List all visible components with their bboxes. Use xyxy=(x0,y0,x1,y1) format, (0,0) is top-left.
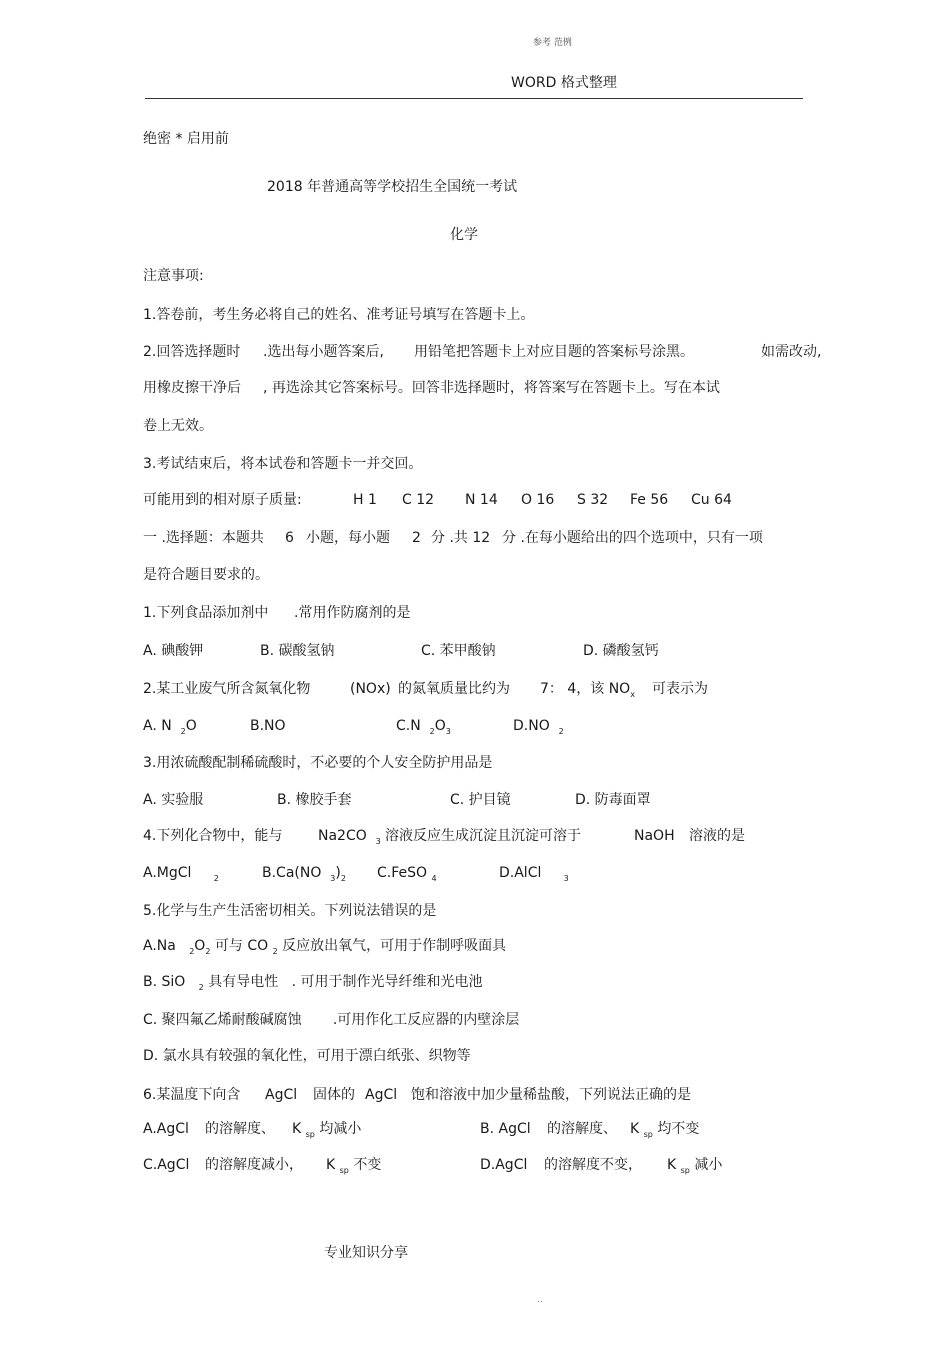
q6-option-c1: C.AgCl xyxy=(143,1157,190,1173)
header-title: WORD 格式整理 xyxy=(511,75,617,91)
notice-3: 3.考试结束后，将本试卷和答题卡一并交回。 xyxy=(143,456,423,472)
q2-option-d: D.NO $_2$ xyxy=(513,718,564,736)
exam-title: 2018 年普通高等学校招生全国统一考试 xyxy=(267,179,518,195)
section1-part4: 2 xyxy=(412,530,421,546)
q6-option-c2: 的溶解度减小， xyxy=(205,1157,303,1173)
notice-heading: 注意事项: xyxy=(143,268,204,284)
q4-stem-a: 4.下列化合物中，能与 xyxy=(143,828,283,844)
notice-2-part2: .选出每小题答案后, xyxy=(263,344,384,360)
q2-option-a: A. N $_2$O xyxy=(143,718,197,736)
q4-stem-e: 溶液的是 xyxy=(689,828,745,844)
q6-stem-a: 6.某温度下向含 xyxy=(143,1087,241,1103)
secret-label: 绝密 * 启用前 xyxy=(143,131,229,147)
q6-option-d3: K $_{sp}$ 减小 xyxy=(667,1157,723,1175)
atomic-mass-n: N 14 xyxy=(465,492,498,508)
section1-part3: 小题，每小题 xyxy=(306,530,390,546)
atomic-mass-h: H 1 xyxy=(353,492,377,508)
q2-option-b: B.NO xyxy=(250,718,286,734)
atomic-mass-s: S 32 xyxy=(577,492,609,508)
q6-option-a1: A.AgCl xyxy=(143,1121,189,1137)
q1-option-b: B. 碳酸氢钠 xyxy=(260,643,335,659)
q6-option-d2: 的溶解度不变， xyxy=(544,1157,642,1173)
q6-option-a2: 的溶解度、 xyxy=(205,1121,275,1137)
q6-option-c3: K $_{sp}$ 不变 xyxy=(326,1157,382,1175)
q3-option-b: B. 橡胶手套 xyxy=(277,792,352,808)
q2-stem-e: 可表示为 xyxy=(652,681,708,697)
atomic-mass-label: 可能用到的相对原子质量: xyxy=(143,492,302,508)
notice-2-part1: 2.回答选择题时 xyxy=(143,344,241,360)
section1-part2: 6 xyxy=(285,530,294,546)
q1-option-a: A. 碘酸钾 xyxy=(143,643,204,659)
section1-part6: 分 .在每小题给出的四个选项中，只有一项 xyxy=(502,530,763,546)
q3-option-c: C. 护目镜 xyxy=(450,792,511,808)
atomic-mass-fe: Fe 56 xyxy=(630,492,669,508)
q4-stem-d: NaOH xyxy=(634,828,675,844)
q6-stem-b: AgCl xyxy=(265,1087,298,1103)
header-note: 参考 范例 xyxy=(533,38,572,48)
footer-text: 专业知识分享 xyxy=(324,1245,408,1261)
q6-stem-c: 固体的 xyxy=(313,1087,355,1103)
q4-option-d: D.AlCl $_3$ xyxy=(499,865,569,883)
q5-stem: 5.化学与生产生活密切相关。下列说法错误的是 xyxy=(143,903,437,919)
q4-option-c: C.FeSO $_4$ xyxy=(377,865,437,883)
header-rule xyxy=(145,98,803,99)
q2-stem-c: 的氮氧质量比约为 xyxy=(398,681,510,697)
q4-stem-b: Na2CO $_3$ xyxy=(318,828,381,846)
q3-option-d: D. 防毒面罩 xyxy=(575,792,651,808)
q1-stem-a: 1.下列食品添加剂中 xyxy=(143,605,269,621)
q2-option-c: C.N $_2O_3$ xyxy=(396,718,451,736)
q6-option-d1: D.AgCl xyxy=(480,1157,528,1173)
atomic-mass-o: O 16 xyxy=(521,492,555,508)
q1-option-d: D. 磷酸氢钙 xyxy=(583,643,659,659)
notice-2-part7: 卷上无效。 xyxy=(143,418,213,434)
atomic-mass-cu: Cu 64 xyxy=(691,492,732,508)
section1-part5: 分 .共 12 xyxy=(431,530,491,546)
footer-dots: .. xyxy=(537,1295,543,1305)
q5-option-c: C. 聚四氟乙烯耐酸碱腐蚀 .可用作化工反应器的内壁涂层 xyxy=(143,1012,520,1028)
q3-option-a: A. 实验服 xyxy=(143,792,204,808)
q1-stem-b: .常用作防腐剂的是 xyxy=(294,605,411,621)
q1-option-c: C. 苯甲酸钠 xyxy=(421,643,496,659)
atomic-mass-c: C 12 xyxy=(402,492,435,508)
notice-2-part3: 用铅笔把答题卡上对应目题的答案标号涂黑。 xyxy=(414,344,694,360)
q6-option-b1: B. AgCl xyxy=(480,1121,531,1137)
q3-stem: 3.用浓硫酸配制稀硫酸时，不必要的个人安全防护用品是 xyxy=(143,755,493,771)
q2-stem-d: 7： 4，该 $NO_x$ xyxy=(540,681,635,699)
notice-2-part4: 如需改动, xyxy=(761,344,822,360)
q4-option-b: B.Ca(NO $_3)_2$ xyxy=(262,865,346,883)
q6-option-a3: K $_{sp}$ 均减小 xyxy=(292,1121,362,1139)
subject-title: 化学 xyxy=(450,227,478,243)
q5-option-b: B. SiO $_2$ 具有导电性 . 可用于制作光导纤维和光电池 xyxy=(143,974,483,992)
notice-2-part5: 用橡皮擦干净后 xyxy=(143,380,241,396)
q6-option-b3: K $_{sp}$ 均不变 xyxy=(630,1121,700,1139)
notice-1: 1.答卷前，考生务必将自己的姓名、准考证号填写在答题卡上。 xyxy=(143,307,535,323)
q6-stem-e: 饱和溶液中加少量稀盐酸，下列说法正确的是 xyxy=(411,1087,691,1103)
section1-part7: 是符合题目要求的。 xyxy=(143,567,269,583)
q6-stem-d: AgCl xyxy=(365,1087,398,1103)
q5-option-d: D. 氯水具有较强的氧化性，可用于漂白纸张、织物等 xyxy=(143,1048,471,1064)
q4-option-a: A.MgCl $_2$ xyxy=(143,865,219,883)
q6-option-b2: 的溶解度、 xyxy=(547,1121,617,1137)
notice-2-part6: , 再选涂其它答案标号。回答非选择题时，将答案写在答题卡上。写在本试 xyxy=(263,380,720,396)
q4-stem-c: 溶液反应生成沉淀且沉淀可溶于 xyxy=(385,828,581,844)
section1-part1: 一 .选择题：本题共 xyxy=(143,530,264,546)
q2-stem-b: (NOx) xyxy=(350,681,391,697)
q5-option-a: A.Na $_2O_2$ 可与 CO $_2$ 反应放出氧气，可用于作制呼吸面具 xyxy=(143,938,507,956)
q2-stem-a: 2.某工业废气所含氮氧化物 xyxy=(143,681,311,697)
